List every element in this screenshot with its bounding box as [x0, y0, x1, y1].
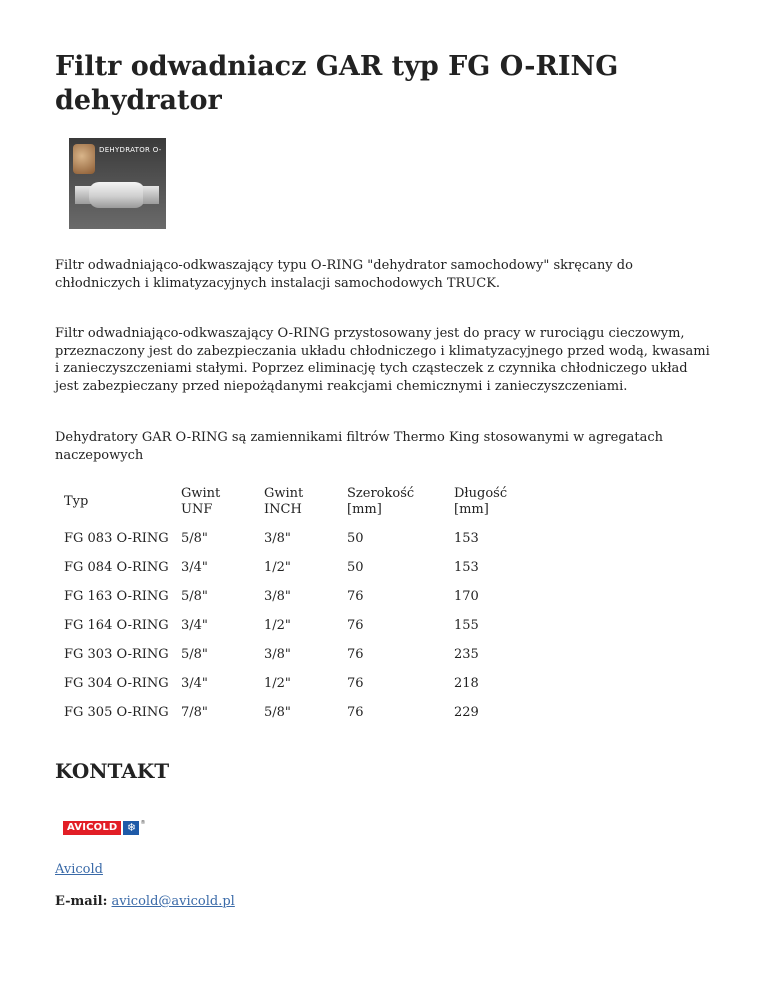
table-row	[59, 669, 539, 698]
cell-inch: 3/8"	[264, 589, 291, 604]
cell-unf: 3/4"	[181, 618, 208, 633]
cell-length: 153	[454, 531, 479, 546]
logo-wordmark: AVICOLD	[63, 821, 121, 835]
cell-width: 76	[347, 618, 364, 633]
cell-inch: 1/2"	[264, 676, 291, 691]
description-paragraph-3: Dehydratory GAR O-RING są zamiennikami filtrów Thermo King stosowanymi w agregatach naczepowych	[55, 430, 664, 463]
product-image	[69, 138, 166, 229]
table-row	[59, 524, 539, 553]
header-length	[449, 480, 539, 524]
table-row	[59, 698, 539, 727]
cell-width: 76	[347, 676, 364, 691]
header-type	[59, 480, 176, 524]
product-image-cap	[73, 144, 95, 174]
spec-table	[59, 480, 539, 727]
page-title: Filtr odwadniacz GAR typ FG O-RING dehydrator	[55, 51, 619, 116]
cell-length: 153	[454, 560, 479, 575]
header-thread-unf	[176, 480, 259, 524]
spec-table-header	[59, 480, 539, 524]
header-type-line-1: Typ	[64, 494, 89, 509]
cell-width: 50	[347, 531, 364, 546]
email-label: E-mail:	[55, 894, 108, 909]
header-thread-unf-line-2: UNF	[181, 502, 213, 517]
cell-width: 76	[347, 647, 364, 662]
table-row	[59, 553, 539, 582]
email-link[interactable]: avicold@avicold.pl	[111, 894, 235, 909]
cell-inch: 3/8"	[264, 531, 291, 546]
header-thread-inch-line-1: Gwint	[264, 486, 304, 501]
cell-unf: 3/4"	[181, 676, 208, 691]
cell-unf: 5/8"	[181, 647, 208, 662]
cell-unf: 5/8"	[181, 531, 208, 546]
product-image-nut-right	[143, 186, 159, 204]
cell-type: FG 083 O-RING	[64, 531, 169, 546]
description-paragraph-1: Filtr odwadniająco-odkwaszający typu O-RING "dehydrator samochodowy" skręcany do chłodniczych i klimatyzacyjnych instalacji samochodowych TRUCK.	[55, 258, 633, 291]
cell-length: 235	[454, 647, 479, 662]
cell-unf: 3/4"	[181, 560, 208, 575]
cell-width: 76	[347, 589, 364, 604]
cell-length: 218	[454, 676, 479, 691]
cell-length: 155	[454, 618, 479, 633]
cell-inch: 1/2"	[264, 560, 291, 575]
trademark-mark: ®	[140, 820, 146, 826]
cell-length: 170	[454, 589, 479, 604]
company-link[interactable]: Avicold	[55, 862, 103, 877]
cell-type: FG 084 O-RING	[64, 560, 169, 575]
header-thread-inch-line-2: INCH	[264, 502, 302, 517]
cell-width: 76	[347, 705, 364, 720]
cell-type: FG 163 O-RING	[64, 589, 169, 604]
table-row	[59, 640, 539, 669]
cell-type: FG 164 O-RING	[64, 618, 169, 633]
cell-unf: 7/8"	[181, 705, 208, 720]
header-width-line-2: [mm]	[347, 502, 382, 517]
snowflake-icon: ❄	[123, 821, 139, 835]
description-paragraph-2: Filtr odwadniająco-odkwaszający O-RING przystosowany jest do pracy w rurociągu cieczowym, przeznaczony jest do zabezpieczania układu chłodniczego i klimatyzacyjnego przed wodą, kwasami i zanieczyszczeniami stałymi. Poprzez eliminację tych cząsteczek z czynnika chłodniczego układ jest zabezpieczany przed niepożądanymi reakcjami chemicznymi i zanieczyszczeniami.	[55, 326, 710, 394]
header-width	[342, 480, 449, 524]
cell-length: 229	[454, 705, 479, 720]
product-image-label: DEHYDRATOR O-	[99, 146, 162, 154]
header-length-line-2: [mm]	[454, 502, 489, 517]
header-thread-inch	[259, 480, 342, 524]
header-thread-unf-line-1: Gwint	[181, 486, 221, 501]
contact-heading: KONTAKT	[55, 759, 170, 783]
table-row	[59, 611, 539, 640]
cell-type: FG 304 O-RING	[64, 676, 169, 691]
header-width-line-1: Szerokość	[347, 486, 415, 501]
company-logo	[63, 820, 145, 836]
email-line	[55, 894, 235, 909]
table-row	[59, 582, 539, 611]
cell-width: 50	[347, 560, 364, 575]
cell-unf: 5/8"	[181, 589, 208, 604]
cell-inch: 3/8"	[264, 647, 291, 662]
cell-type: FG 303 O-RING	[64, 647, 169, 662]
product-image-body	[89, 182, 145, 208]
cell-type: FG 305 O-RING	[64, 705, 169, 720]
cell-inch: 1/2"	[264, 618, 291, 633]
cell-inch: 5/8"	[264, 705, 291, 720]
header-length-line-1: Długość	[454, 486, 508, 501]
